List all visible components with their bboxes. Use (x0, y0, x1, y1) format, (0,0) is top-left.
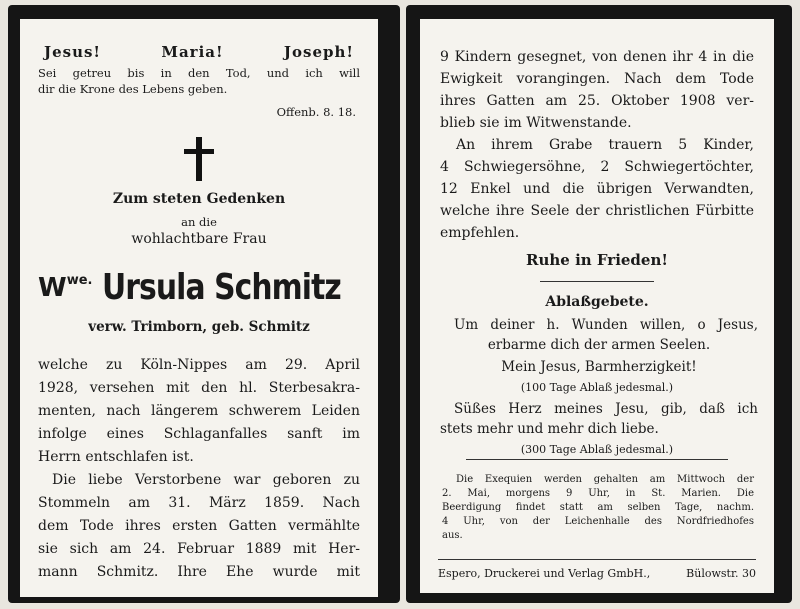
funeral-line: 4 Uhr, von der Leichenhalle des Nordfriedhofes (442, 516, 754, 527)
body-line: Die liebe Verstorbene war geboren zu (52, 472, 360, 488)
body-line: ihres Gatten am 25. Oktober 1908 ver- (440, 93, 754, 109)
body-line: blieb sie im Witwenstande. (440, 115, 632, 131)
widow-abbreviation (38, 273, 92, 303)
deceased-name-block (38, 269, 368, 319)
body-line: 9 Kindern gesegnet, von denen ihr 4 in die (440, 49, 754, 65)
prayer-line: Um deiner h. Wunden willen, o Jesus, (454, 317, 758, 333)
deceased-name: Ursula Schmitz (102, 267, 341, 308)
body-line: empfehlen. (440, 225, 520, 241)
prayer-line: erbarme dich der armen Seelen. (487, 337, 711, 353)
indulgence-heading: Ablaßgebete. (545, 294, 649, 310)
body-line: Herrn entschlafen ist. (38, 449, 194, 465)
body-line: welche ihre Seele der christlichen Fürbitte (440, 203, 754, 219)
funeral-line: Die Exequien werden gehalten am Mittwoch der (456, 474, 754, 485)
verse-reference: Offenb. 8. 18. (276, 105, 356, 119)
divider (438, 559, 756, 560)
printer-address: Bülowstr. 30 (686, 567, 756, 580)
body-line: An ihrem Grabe trauern 5 Kinder, (456, 137, 754, 153)
cross-icon (182, 137, 216, 181)
left-card-paper (20, 19, 378, 597)
body-line: menten, nach längerem schwerem Leiden (38, 403, 360, 419)
widow-abbreviation-letter: W (38, 273, 67, 303)
right-card-paper (420, 19, 774, 593)
left-card-border (8, 5, 400, 603)
body-line: dem Tode ihres ersten Gatten vermählte (38, 518, 360, 534)
header-name-joseph: Joseph! (283, 43, 354, 61)
body-line: sie sich am 24. Februar 1889 mit Her- (38, 541, 360, 557)
body-line: 12 Enkel und die übrigen Verwandten, (440, 181, 754, 197)
right-card-border (406, 5, 792, 603)
header-name-maria: Maria! (161, 43, 224, 61)
widow-abbreviation-superscript: we. (66, 273, 93, 288)
funeral-line: Beerdigung findet statt am selben Tage, nachm. (442, 502, 754, 513)
rest-in-peace: Ruhe in Frieden! (526, 251, 668, 269)
funeral-line: aus. (442, 530, 463, 541)
prayer-line: Mein Jesus, Barmherzigkeit! (501, 359, 697, 375)
maiden-name: verw. Trimborn, geb. Schmitz (88, 319, 310, 335)
printer-name: Espero, Druckerei und Verlag GmbH., (438, 567, 651, 580)
header-name-jesus: Jesus! (44, 43, 102, 61)
body-line: infolge eines Schlaganfalles sanft im (38, 426, 360, 442)
honorific-text: wohlachtbare Frau (131, 231, 267, 247)
funeral-line: 2. Mai, morgens 9 Uhr, in St. Marien. Die (442, 488, 754, 499)
body-line: mann Schmitz. Ihre Ehe wurde mit (38, 564, 360, 580)
verse-line: Sei getreu bis in den Tod, und ich will (38, 66, 360, 80)
verse-line: dir die Krone des Lebens geben. (38, 82, 228, 96)
an-die-text: an die (181, 215, 217, 229)
body-line: Ewigkeit vorangingen. Nach dem Tode (440, 71, 754, 87)
body-line: Stommeln am 31. März 1859. Nach (38, 495, 360, 511)
indulgence-days: (300 Tage Ablaß jedesmal.) (520, 443, 674, 456)
body-line: 4 Schwiegersöhne, 2 Schwiegertöchter, (440, 159, 754, 175)
prayer-line: Süßes Herz meines Jesu, gib, daß ich (454, 401, 758, 417)
memory-heading: Zum steten Gedenken (112, 191, 286, 207)
indulgence-days: (100 Tage Ablaß jedesmal.) (520, 381, 674, 394)
header-names (44, 43, 354, 61)
divider (540, 281, 654, 282)
printer-imprint (438, 567, 756, 580)
body-line: welche zu Köln-Nippes am 29. April (38, 357, 360, 373)
prayer-line: stets mehr und mehr dich liebe. (440, 421, 659, 437)
body-line: 1928, versehen mit den hl. Sterbesakra- (38, 380, 360, 396)
divider (466, 459, 728, 460)
